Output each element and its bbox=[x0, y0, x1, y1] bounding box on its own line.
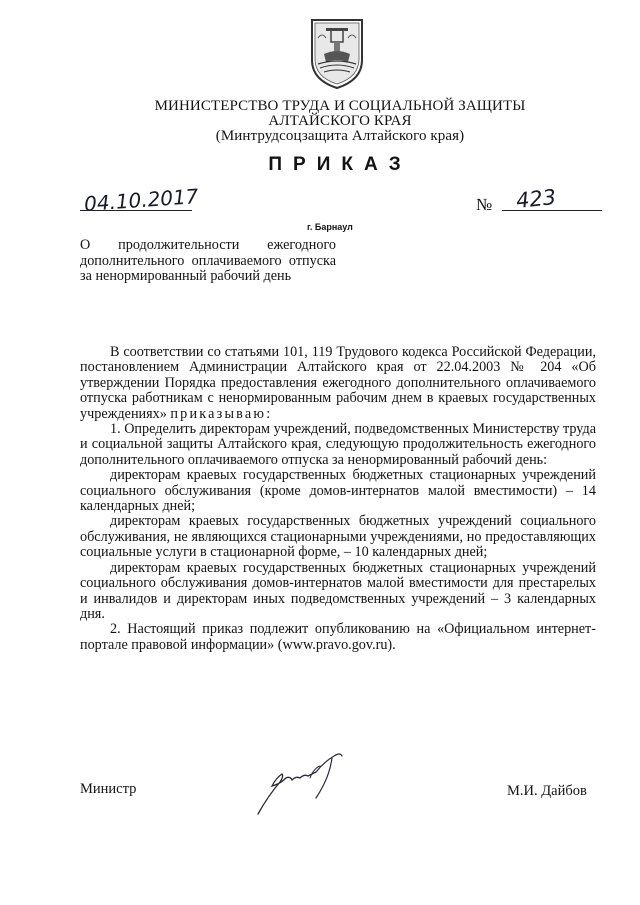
intro-paragraph bbox=[80, 345, 596, 422]
number-underline bbox=[502, 210, 602, 211]
order-subject: О продолжительности ежегодного дополнительного оплачиваемого отпуска за ненормированный рабочий день bbox=[80, 237, 336, 284]
intro-text: В соответствии со статьями 101, 119 Трудового кодекса Российской Федерации, постановлением Администрации Алтайского края от 22.04.2003 № 204 «Об утверждении Порядка предоставления ежегодного дополнительного оплачиваемого отпуска работникам с ненормированным рабочим днем в краевых государственных учреждениях» bbox=[80, 344, 596, 422]
paragraph-1a: директорам краевых государственных бюджетных стационарных учреждений социального обслуживания (кроме домов-интернатов малой вместимости) – 14 календарных дней; bbox=[80, 467, 596, 515]
order-date: 04.10.2017 bbox=[83, 184, 200, 216]
altai-coat-of-arms-icon bbox=[304, 14, 370, 92]
paragraph-1c: директорам краевых государственных бюджетных стационарных учреждений социального обслуживания домов-интернатов малой вместимости для престарелых и инвалидов и директорам иных подведомственных учреждений – 3 календарных дня. bbox=[80, 559, 596, 622]
ministry-name-line-1: МИНИСТЕРСТВО ТРУДА И СОЦИАЛЬНОЙ ЗАЩИТЫ bbox=[154, 98, 526, 114]
signatory-position: Министр bbox=[80, 781, 137, 797]
paragraph-1b: директорам краевых государственных бюджетных учреждений социального обслуживания, не являющихся стационарными учреждениями, но предоставляющих социальные услуги в стационарной форме, – 10 календарных дней; bbox=[80, 513, 596, 561]
document-title: ПРИКАЗ bbox=[268, 154, 412, 175]
paragraph-1: 1. Определить директорам учреждений, подведомственных Министерству труда и социальной защиты Алтайского края, следующую продолжительность ежегодного дополнительного оплачиваемого отпуска за ненормированный рабочий день: bbox=[80, 421, 597, 468]
signatory-name: М.И. Дайбов bbox=[507, 783, 587, 799]
date-underline bbox=[80, 210, 192, 211]
ministry-name-line-2: АЛТАЙСКОГО КРАЯ bbox=[268, 113, 412, 129]
order-body bbox=[80, 345, 596, 653]
handwritten-signature-icon bbox=[250, 748, 360, 818]
order-number: 423 bbox=[514, 184, 558, 214]
paragraph-2: 2. Настоящий приказ подлежит опубликованию на «Официальном интернет-портале правовой информации» (www.pravo.gov.ru). bbox=[80, 621, 596, 653]
city-label: г. Барнаул bbox=[307, 222, 353, 232]
number-label: № bbox=[476, 195, 493, 214]
order-word: приказываю: bbox=[170, 405, 273, 422]
ministry-short-name: (Минтрудсоцзащита Алтайского края) bbox=[215, 128, 465, 144]
